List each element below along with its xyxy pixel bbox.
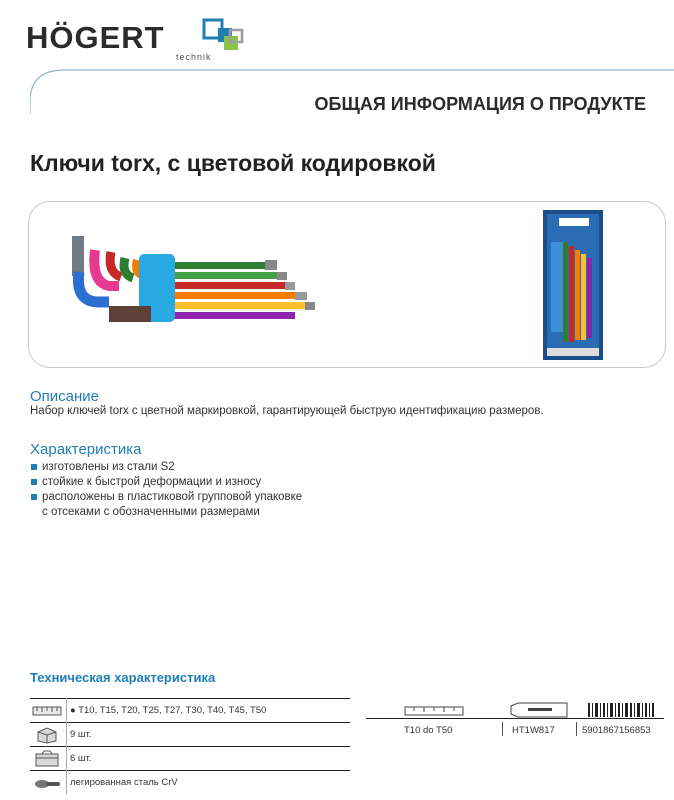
product-image-frame <box>28 201 666 368</box>
tech-divider <box>30 722 350 723</box>
tech-right-divider <box>366 718 664 719</box>
feature-item: изготовлены из стали S2 <box>30 460 302 475</box>
torx-key-set-illustration <box>72 236 315 322</box>
header-band <box>30 68 674 114</box>
logo-mark-icon <box>200 18 248 58</box>
features-heading: Характеристика <box>30 441 142 458</box>
logo-subtitle: technik <box>176 52 212 62</box>
box-icon <box>32 726 62 744</box>
description-heading: Описание <box>30 388 100 405</box>
column-divider <box>576 722 577 736</box>
description-text: Набор ключей torx с цветной маркировкой, гарантирующей быструю идентификацию размеров. <box>30 405 544 417</box>
features-list <box>30 460 302 520</box>
tech-material: легированная сталь CrV <box>70 777 178 788</box>
article-number: HT1W817 <box>512 725 555 736</box>
ean-code: 5901867156853 <box>582 725 651 736</box>
packaged-product-illustration <box>543 210 603 360</box>
tech-divider <box>30 746 350 747</box>
package-icon <box>32 750 62 768</box>
size-range: T10 do T50 <box>404 725 453 736</box>
brand-label-icon <box>510 702 568 718</box>
feature-item: стойкие к быстрой деформации и износу <box>30 475 302 490</box>
tech-sizes: ● T10, T15, T20, T25, T27, T30, T40, T45, T50 <box>70 705 267 716</box>
tech-heading: Техническая характеристика <box>30 670 216 685</box>
ruler-icon <box>404 702 464 718</box>
ruler-icon <box>32 702 62 720</box>
feature-item: с отсеками с обозначенными размерами <box>42 506 260 518</box>
material-icon <box>32 774 62 792</box>
tech-column-divider <box>66 698 67 794</box>
column-divider <box>502 722 503 736</box>
product-title: Ключи torx, с цветовой кодировкой <box>30 150 436 176</box>
header-title: ОБЩАЯ ИНФОРМАЦИЯ О ПРОДУКТЕ <box>314 94 646 114</box>
tech-divider <box>30 770 350 771</box>
tech-package: 6 шт. <box>70 753 92 764</box>
tech-quantity: 9 шт. <box>70 729 92 740</box>
brand-logo <box>26 18 256 70</box>
tech-divider <box>30 698 350 699</box>
feature-item: расположены в пластиковой групповой упаковке <box>30 490 302 505</box>
barcode-icon <box>586 702 656 718</box>
product-image <box>29 202 665 367</box>
logo-text: HÖGERT <box>26 20 165 55</box>
bullet-icon: ● <box>70 705 79 716</box>
